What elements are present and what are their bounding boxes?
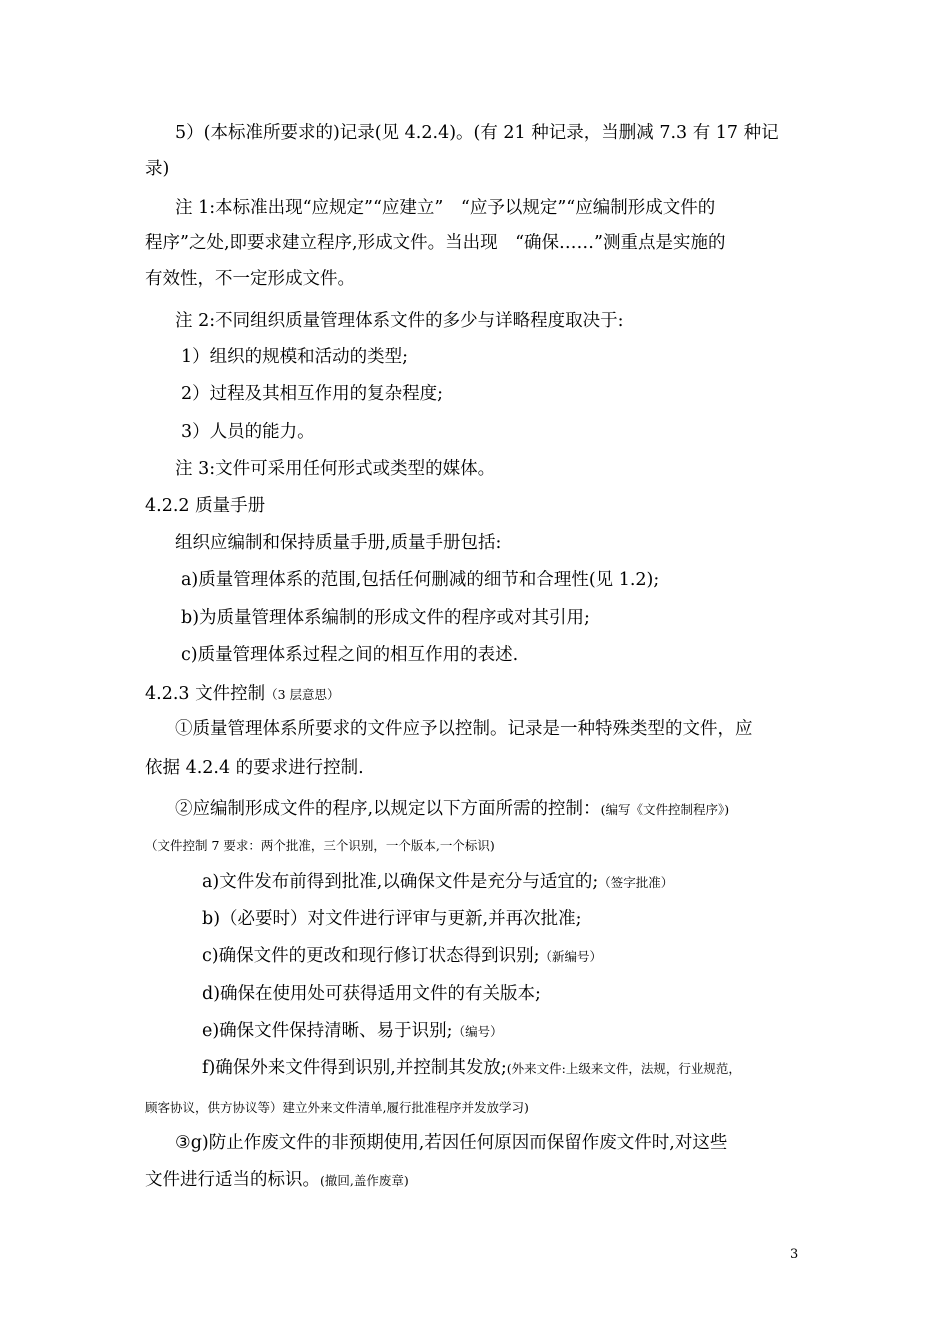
list-item: b)为质量管理体系编制的形成文件的程序或对其引用; [181, 608, 590, 628]
note-line: 程序”之处,即要求建立程序,形成文件。当出现 “确保……”测重点是实施的 [145, 233, 726, 253]
note-line: 有效性，不一定形成文件。 [145, 269, 355, 289]
text-line: 5）(本标准所要求的)记录(见 4.2.4)。(有 21 种记录，当删减 7.3 有 17 种记 [175, 123, 779, 143]
list-item: 3）人员的能力。 [181, 422, 315, 442]
text-line: 文件进行适当的标识。(撤回,盖作废章) [145, 1170, 409, 1190]
list-item: 1）组织的规模和活动的类型; [181, 347, 409, 367]
text-line: ③g)防止作废文件的非预期使用,若因任何原因而保留作废文件时,对这些 [175, 1133, 728, 1153]
section-heading: 4.2.2 质量手册 [145, 496, 266, 516]
list-item: c)质量管理体系过程之间的相互作用的表述. [181, 645, 519, 665]
list-item: b)（必要时）对文件进行评审与更新,并再次批准; [202, 909, 582, 929]
note-line: 注 1:本标准出现“应规定”“应建立” “应予以规定”“应编制形成文件的 [175, 198, 716, 218]
text-line: ①质量管理体系所要求的文件应予以控制。记录是一种特殊类型的文件，应 [175, 719, 753, 739]
page-number: 3 [790, 1247, 799, 1262]
annotation-line: （文件控制 7 要求：两个批准，三个识别，一个版本,一个标识) [145, 838, 495, 853]
list-item: a)文件发布前得到批准,以确保文件是充分与适宜的;（签字批准） [202, 872, 674, 892]
text-line: 录) [145, 159, 170, 179]
list-item: d)确保在使用处可获得适用文件的有关版本; [202, 984, 541, 1004]
note-line: 注 3:文件可采用任何形式或类型的媒体。 [175, 459, 496, 479]
list-item: f)确保外来文件得到识别,并控制其发放;(外来文件:上级来文件，法规，行业规范， [202, 1058, 741, 1078]
text-line: 依据 4.2.4 的要求进行控制. [145, 758, 364, 778]
section-heading: 4.2.3 文件控制（3 层意思） [145, 684, 340, 704]
annotation-line: 顾客协议，供方协议等）建立外来文件清单,履行批准程序并发放学习) [145, 1100, 529, 1115]
list-item: c)确保文件的更改和现行修订状态得到识别;（新编号） [202, 946, 603, 966]
list-item: e)确保文件保持清晰、易于识别;（编号） [202, 1021, 503, 1041]
list-item: a)质量管理体系的范围,包括任何删减的细节和合理性(见 1.2); [181, 570, 660, 590]
list-item: 2）过程及其相互作用的复杂程度; [181, 384, 444, 404]
text-line: ②应编制形成文件的程序,以规定以下方面所需的控制：(编写《文件控制程序》) [175, 799, 730, 819]
note-line: 注 2:不同组织质量管理体系文件的多少与详略程度取决于: [175, 311, 624, 331]
text-line: 组织应编制和保持质量手册,质量手册包括: [175, 533, 502, 553]
